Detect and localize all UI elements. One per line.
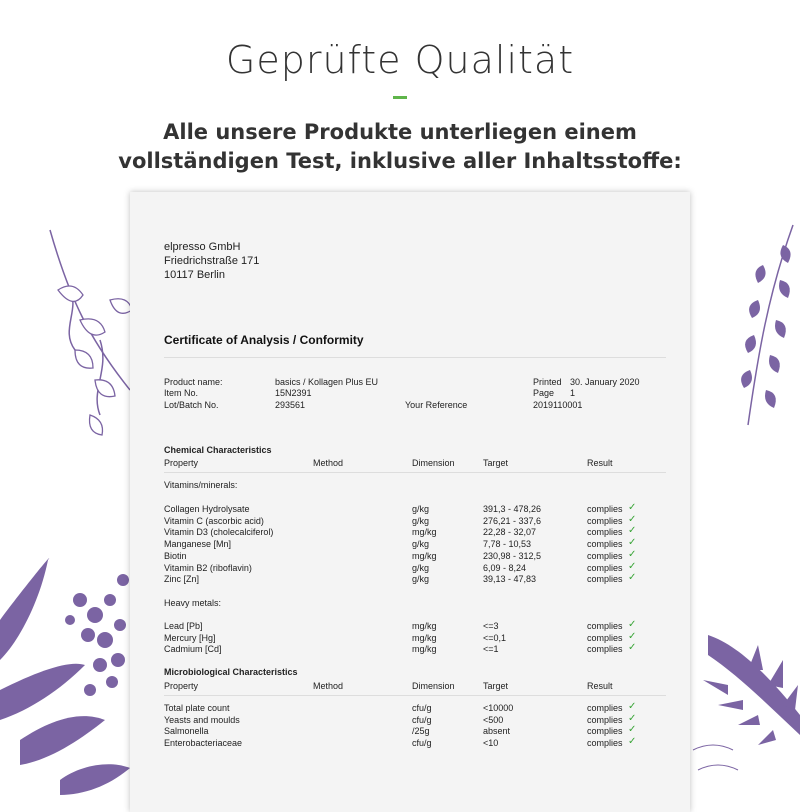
row-dimension: mg/kg [412, 527, 437, 538]
row-property: Cadmium [Cd] [164, 644, 222, 655]
row-dimension: g/kg [412, 574, 430, 585]
reference-label: Your Reference [405, 400, 468, 410]
check-icon: ✓ [628, 572, 637, 584]
floral-decoration-left [0, 220, 135, 800]
row-property: Biotin [164, 550, 187, 561]
row-target: <10000 [483, 703, 514, 713]
row-property: Lead [Pb] [164, 621, 203, 631]
check-icon: ✓ [628, 630, 637, 642]
row-result: complies [587, 527, 623, 538]
row-property: Mercury [Hg] [164, 632, 216, 643]
row-dimension: mg/kg [412, 632, 437, 643]
row-property: Zinc [Zn] [164, 574, 200, 585]
certificate-title: Certificate of Analysis / Conformity [164, 333, 364, 347]
item-no-value: 15N2391 [275, 388, 312, 398]
check-icon: ✓ [628, 736, 637, 748]
row-target: absent [483, 726, 511, 737]
col-method: Method [313, 458, 344, 468]
row-property: Yeasts and moulds [164, 714, 240, 725]
subtitle-line-2: vollständigen Test, inklusive aller Inhaltsstoffe: [118, 149, 682, 173]
row-dimension: g/kg [412, 504, 430, 514]
divider [164, 472, 666, 473]
lot-label: Lot/Batch No. [164, 400, 219, 410]
page-label: Page [533, 388, 555, 398]
check-icon: ✓ [628, 548, 637, 560]
row-result: complies [587, 632, 623, 643]
row-target: <10 [483, 738, 499, 749]
divider [164, 695, 666, 696]
row-target: <500 [483, 714, 504, 725]
chemical-heading: Chemical Characteristics [164, 445, 272, 455]
printed-value: 30. January 2020 [570, 377, 640, 387]
product-name-value: basics / Kollagen Plus EU [275, 377, 379, 387]
check-icon: ✓ [628, 502, 637, 513]
row-property: Total plate count [164, 703, 230, 713]
check-icon: ✓ [628, 642, 637, 654]
col-result: Result [587, 681, 613, 691]
row-property: Vitamin D3 (cholecalciferol) [164, 527, 274, 538]
row-result: complies [587, 539, 623, 550]
check-icon: ✓ [628, 619, 637, 630]
row-result: complies [587, 550, 623, 561]
check-icon: ✓ [628, 724, 637, 736]
row-dimension: mg/kg [412, 621, 437, 631]
row-result: complies [587, 621, 623, 631]
product-name-label: Product name: [164, 377, 223, 387]
col-property: Property [164, 458, 199, 468]
row-dimension: g/kg [412, 515, 430, 526]
reference-value: 2019110001 [533, 400, 583, 410]
row-result: complies [587, 574, 623, 585]
row-property: Collagen Hydrolysate [164, 504, 250, 514]
row-result: complies [587, 504, 623, 514]
page-value: 1 [570, 388, 576, 398]
micro-heading: Microbiological Characteristics [164, 667, 298, 677]
lot-value: 293561 [275, 400, 306, 410]
row-result: complies [587, 703, 623, 713]
row-result: complies [587, 644, 623, 655]
row-target: 276,21 - 337,6 [483, 515, 542, 526]
row-result: complies [587, 726, 623, 737]
col-method: Method [313, 681, 344, 691]
row-target: <=3 [483, 621, 499, 631]
row-target: 6,09 - 8,24 [483, 562, 527, 573]
row-target: 391,3 - 478,26 [483, 504, 542, 514]
row-dimension: mg/kg [412, 644, 437, 655]
row-target: 22,28 - 32,07 [483, 527, 537, 538]
address-line: Friedrichstraße 171 [164, 255, 260, 267]
col-dimension: Dimension [412, 681, 455, 691]
subtitle-line-1: Alle unsere Produkte unterliegen einem [163, 120, 637, 144]
col-target: Target [483, 458, 509, 468]
row-target: 39,13 - 47,83 [483, 574, 537, 585]
check-icon: ✓ [628, 525, 637, 537]
page-subtitle [0, 118, 800, 176]
col-property: Property [164, 681, 199, 691]
check-icon: ✓ [628, 712, 637, 724]
row-dimension: mg/kg [412, 550, 437, 561]
item-no-label: Item No. [164, 388, 199, 398]
row-property: Vitamin C (ascorbic acid) [164, 515, 264, 526]
col-dimension: Dimension [412, 458, 455, 468]
row-result: complies [587, 515, 623, 526]
row-dimension: g/kg [412, 539, 430, 550]
check-icon: ✓ [628, 701, 637, 712]
row-property: Manganese [Mn] [164, 539, 232, 550]
row-property: Vitamin B2 (riboflavin) [164, 562, 252, 573]
row-dimension: cfu/g [412, 703, 432, 713]
check-icon: ✓ [628, 560, 637, 572]
row-result: complies [587, 562, 623, 573]
row-result: complies [587, 714, 623, 725]
row-dimension: /25g [412, 726, 430, 737]
divider [164, 357, 666, 358]
row-target: 230,98 - 312,5 [483, 550, 542, 561]
check-icon: ✓ [628, 513, 637, 525]
address-line: 10117 Berlin [164, 269, 225, 281]
heavy-metals-label: Heavy metals: [164, 598, 222, 608]
accent-bar [393, 96, 407, 99]
row-result: complies [587, 738, 623, 749]
certificate-document [130, 192, 690, 812]
col-result: Result [587, 458, 613, 468]
row-dimension: g/kg [412, 562, 430, 573]
row-target: <=0,1 [483, 632, 507, 643]
row-target: <=1 [483, 644, 499, 655]
printed-label: Printed [533, 377, 562, 387]
col-target: Target [483, 681, 509, 691]
address-line: elpresso GmbH [164, 241, 241, 253]
check-icon: ✓ [628, 537, 637, 549]
row-dimension: cfu/g [412, 714, 432, 725]
row-dimension: cfu/g [412, 738, 432, 749]
row-property: Enterobacteriaceae [164, 738, 243, 749]
row-property: Salmonella [164, 726, 209, 737]
row-target: 7,78 - 10,53 [483, 539, 532, 550]
floral-decoration-right [688, 215, 800, 800]
page-title: Geprüfte Qualität [225, 38, 575, 82]
company-address [164, 240, 259, 282]
vitamins-label: Vitamins/minerals: [164, 480, 238, 490]
